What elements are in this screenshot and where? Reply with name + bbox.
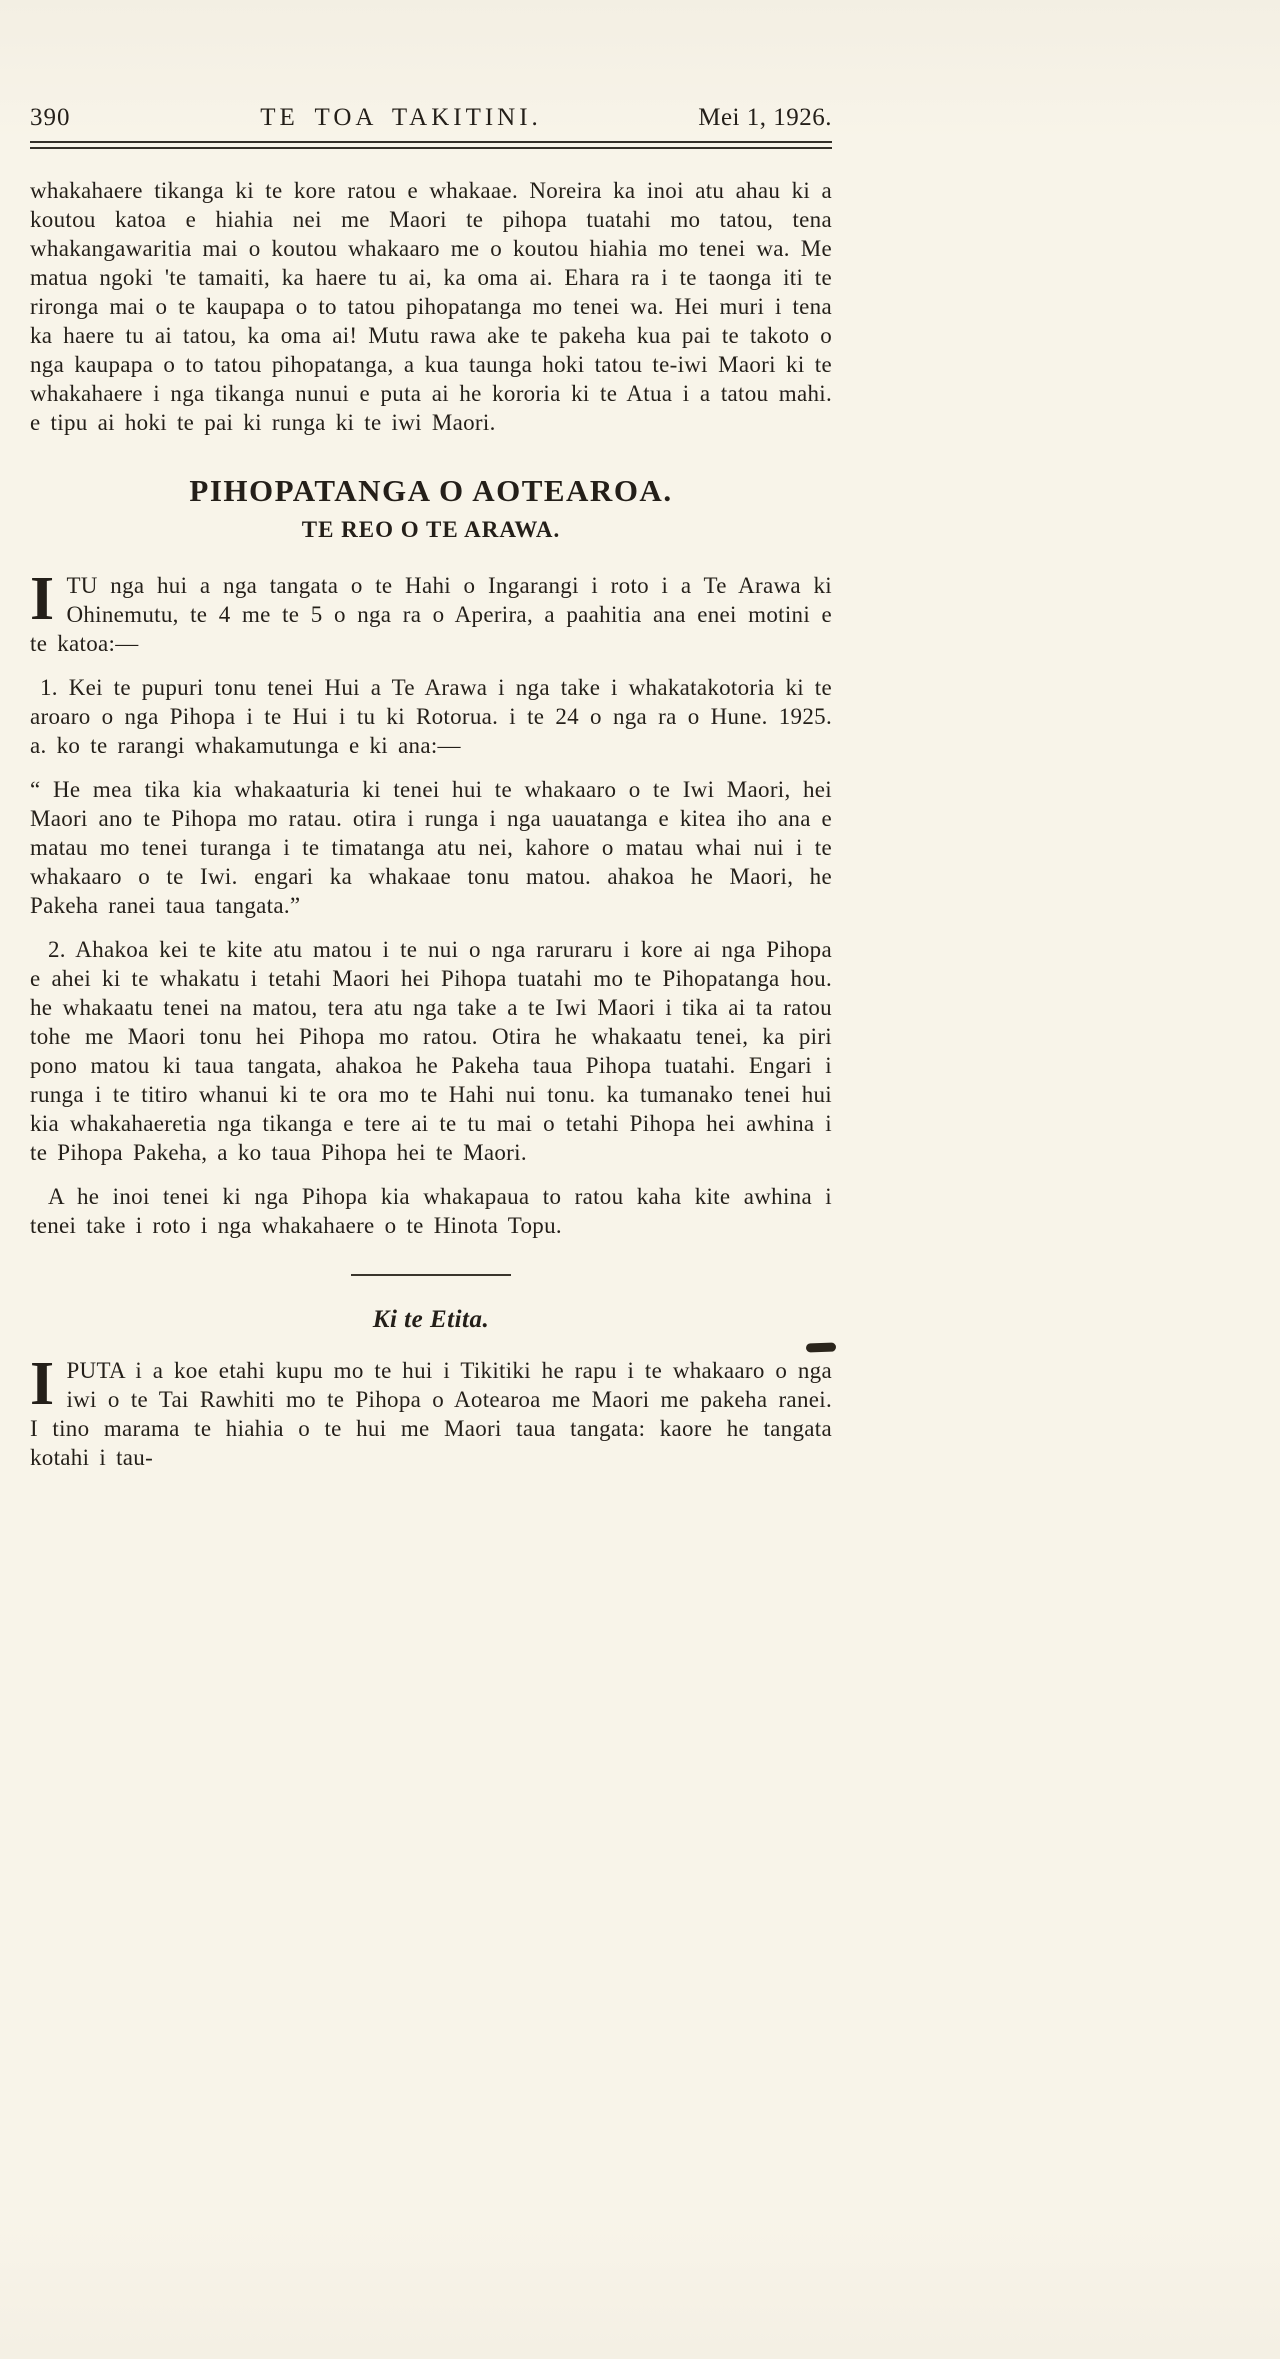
section-divider-rule (351, 1274, 511, 1276)
paragraph-text: TU nga hui a nga tangata o te Hahi o Ingarangi i roto i a Te Arawa ki Ohinemutu, te 4 me te 5 o nga ra o Aperira, a paahitia ana enei motini e te katoa:— (30, 573, 832, 656)
page-header (30, 104, 832, 132)
resolution-item-2: 2. Ahakoa kei te kite atu matou i te nui o nga raruraru i kore ai nga Pihopa e ahei ki te whakatu i tetahi Maori hei Pihopa tuatahi mo te Pihopatanga hou. he whakaatu tenei na matou, tera atu nga take a te Iwi Maori i tika ai ta ratou tohe me Maori tonu hei Pihopa mo ratou. Otira he whakaatu tenei, ka piri pono matou ki taua tangata, ahakoa he Pakeha taua Pihopa tuatahi. Engari i runga i te titiro whanui ki te ora mo te Hahi nui tonu. ka tumanako tenei hui kia whakahaeretia nga tikanga e tere ai te tu mai o tetahi Pihopa hei awhina i te Pihopa Pakeha, a ko taua Pihopa hei te Maori. (30, 937, 832, 1165)
paragraph-text: PUTA i a koe etahi kupu mo te hui i Tikitiki he rapu i te whakaaro o nga iwi o te Tai Rawhiti mo te Pihopa o Aotearoa me Maori me pakeha ranei. I tino marama te hiahia o te hui me Maori taua tangata: kaore he tangata kotahi i tau- (30, 1358, 832, 1470)
dropcap-initial: I (30, 1350, 55, 1418)
text-column (30, 104, 832, 1472)
dropcap-initial: I (30, 565, 55, 633)
closing-paragraph: A he inoi tenei ki nga Pihopa kia whakapaua to ratou kaha kite awhina i tenei take i roto i nga whakahaere o te Hinota Topu. (30, 1184, 832, 1238)
resolution-quote: “ He mea tika kia whakaaturia ki tenei hui te whakaaro o te Iwi Maori, hei Maori ano te Pihopa mo ratau. otira i runga i nga uauatanga e kitea iho ana e matau mo tenei turanga i te timatanga atu nei, kahore o matau whai nui i te whakaaro o te Iwi. engari ka whakaae tonu matou. ahakoa he Maori, he Pakeha ranei taua tangata.” (30, 777, 832, 918)
section-subheading: TE REO O TE ARAWA. (301, 517, 561, 542)
publication-title: TE TOA TAKITINI. (260, 104, 542, 131)
ink-smudge-artifact (806, 1342, 836, 1352)
header-rule (30, 141, 832, 149)
section-opening-paragraph (30, 565, 832, 658)
intro-paragraph: whakahaere tikanga ki te kore ratou e whakaae. Noreira ka inoi atu ahau ki a koutou katoa e hiahia nei me Maori te pihopa tuatahi mo tatou, tena whakangawaritia mai o koutou whakaaro me o koutou hiahia mo tenei wa. Me matua ngoki 'te tamaiti, ka haere tu ai, ka oma ai. Ehara ra i te taonga iti te rironga mai o te kaupapa o to tatou pihopatanga mo tenei wa. Hei muri i tena ka haere tu ai tatou, ka oma ai! Mutu rawa ake te pakeha kua pai te takoto o nga kaupapa o to tatou pihopatanga, a kua taunga hoki tatou te-iwi Maori ki te whakahaere i nga tikanga nunui e puta ai he kororia ki te Atua i a tatou mahi. e tipu ai hoki te pai ki runga ki te iwi Maori. (30, 178, 832, 435)
letter-paragraph (30, 1350, 832, 1472)
resolution-item-1: 1. Kei te pupuri tonu tenei Hui a Te Arawa i nga take i whakatakotoria ki te aroaro o nga Pihopa i te Hui i tu ki Rotorua. i te 24 o nga ra o Hune. 1925. a. ko te rarangi whakamutunga e ki ana:— (30, 675, 832, 758)
page-number: 390 (30, 104, 71, 131)
letter-heading: Ki te Etita. (372, 1306, 490, 1333)
section-heading: PIHOPATANGA O AOTEAROA. (189, 473, 673, 508)
issue-date: Mei 1, 1926. (698, 104, 832, 131)
